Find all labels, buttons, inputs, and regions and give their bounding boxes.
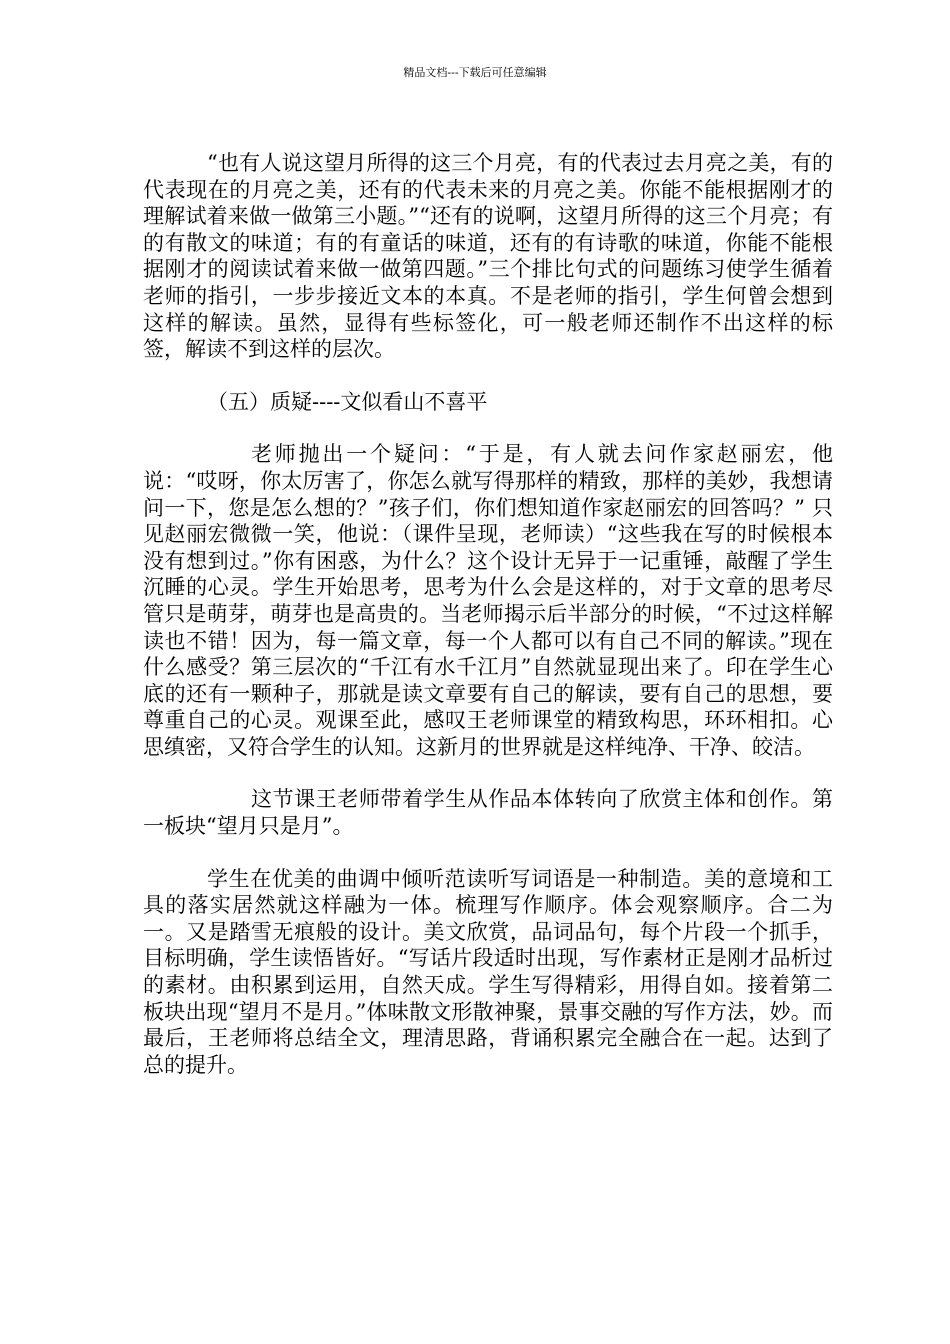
paragraph-1: “也有人说这望月所得的这三个月亮，有的代表过去月亮之美，有的代表现在的月亮之美，还有的代表未来的月亮之美。你能不能根据刚才的理解试着来做一做第三小题。”“还有的说啊，这望月所得的这三个月亮；有的有散文的味道；有的有童话的味道，还有的有诗歌的味道，你能不能根据刚才的阅读试着来做一做第四题。”三个排比句式的问题练习使学生循着老师的指引，一步步接近文本的本真。不是老师的指引，学生何曾会想到这样的解读。虽然，显得有些标签化，可一般老师还制作不出这样的标签，解读不到这样的层次。 <box>143 151 833 362</box>
paragraph-2: 老师抛出一个疑问：“于是，有人就去问作家赵丽宏，他说：“哎呀，你太厉害了，你怎么就写得那样的精致，那样的美妙，我想请问一下，您是怎么想的？”孩子们，你们想知道作家赵丽宏的回答吗？” 只见赵丽宏微微一笑，他说：（课件呈现，老师读）“这些我在写的时候根本没有想到过。”你有困惑，为什么？这个设计无异于一记重锤，敲醒了学生沉睡的心灵。学生开始思考，思考为什么会是这样的，对于文章的思考尽管只是萌芽，萌芽也是高贵的。当老师揭示后半部分的时候，“不过这样解读也不错！因为，每一篇文章，每一个人都可以有自己不同的解读。”现在什么感受？第三层次的“千江有水千江月”自然就显现出来了。印在学生心底的还有一颗种子，那就是读文章要有自己的解读，要有自己的思想，要尊重自己的心灵。观课至此，感叹王老师课堂的精致构思，环环相扣。心思缜密，又符合学生的认知。这新月的世界就是这样纯净、干净、皎洁。 <box>143 442 833 759</box>
paragraph-4: 学生在优美的曲调中倾听范读听写词语是一种制造。美的意境和工具的落实居然就这样融为一体。梳理写作顺序。体会观察顺序。合二为一。又是踏雪无痕般的设计。美文欣赏，品词品句，每个片段一个抓手，目标明确，学生读悟皆好。“写话片段适时出现，写作素材正是刚才品析过的素材。由积累到运用，自然天成。学生写得精彩，用得自如。接着第二板块出现“望月不是月。”体味散文形散神聚，景事交融的写作方法，妙。而最后，王老师将总结全文，理清思路，背诵积累完全融合在一起。达到了总的提升。 <box>143 866 833 1077</box>
section-heading: （五）质疑----文似看山不喜平 <box>207 389 488 414</box>
page-header: 精品文档---下载后可任意编辑 <box>403 66 547 79</box>
document-body <box>143 150 833 1078</box>
paragraph-3: 这节课王老师带着学生从作品本体转向了欣赏主体和创作。第一板块“望月只是月”。 <box>143 787 833 839</box>
